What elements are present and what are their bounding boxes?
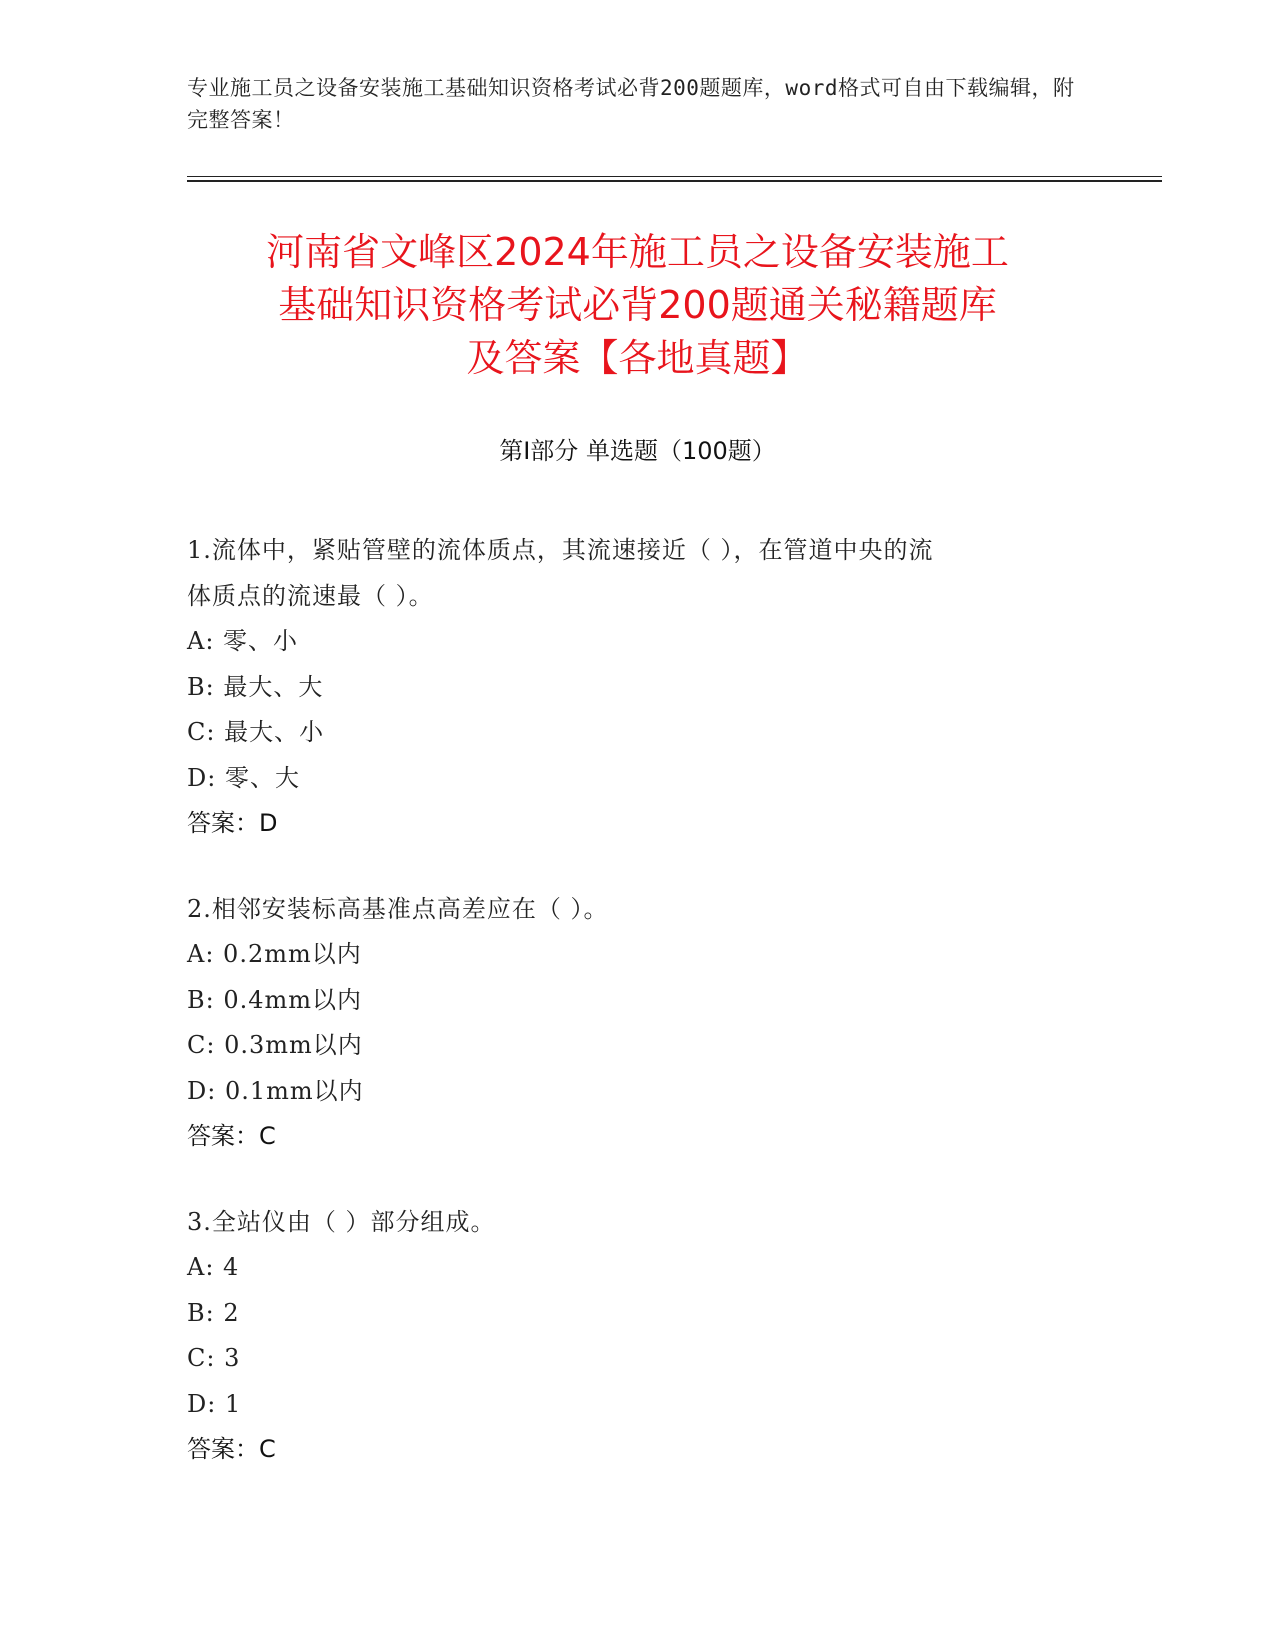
section-title: 第Ⅰ部分 单选题（100题） (499, 437, 776, 465)
option-a: A: 4 (187, 1253, 240, 1281)
option-d: D: 零、大 (187, 763, 300, 792)
answer-line: 答案：C (187, 1435, 276, 1463)
option-b: B: 0.4mm以内 (187, 985, 363, 1014)
answer-line: 答案：D (187, 809, 278, 837)
question-stem (187, 1200, 1087, 1246)
question-stem-line: 体质点的流速最（ ）。 (187, 581, 434, 610)
title-line: 及答案【各地真题】 (466, 336, 809, 380)
question-stem-line: 3.全站仪由（ ）部分组成。 (187, 1207, 496, 1236)
title-line: 河南省文峰区2024年施工员之设备安装施工 (266, 230, 1009, 274)
option-d: D: 1 (187, 1389, 242, 1418)
option-a: A: 零、小 (187, 627, 299, 655)
question-item (187, 528, 1087, 847)
question-stem (187, 528, 1087, 619)
header-divider-thick (187, 180, 1162, 182)
option-d: D: 0.1mm以内 (187, 1076, 364, 1105)
answer-line: 答案：C (187, 1122, 276, 1150)
header-divider-thin (187, 176, 1162, 177)
question-stem-line: 2.相邻安装标高基准点高差应在（ ）。 (187, 894, 609, 923)
option-b: B: 2 (187, 1298, 240, 1327)
option-c: C: 最大、小 (187, 718, 325, 746)
question-item (187, 887, 1087, 1160)
question-item (187, 1200, 1087, 1473)
question-list (187, 528, 1087, 1513)
option-a: A: 0.2mm以内 (187, 940, 362, 968)
question-stem (187, 887, 1087, 933)
option-b: B: 最大、大 (187, 672, 324, 701)
document-title (170, 226, 1105, 385)
option-c: C: 3 (187, 1344, 241, 1372)
title-line: 基础知识资格考试必背200题通关秘籍题库 (278, 283, 997, 327)
question-stem-line: 1.流体中，紧贴管壁的流体质点，其流速接近（ ），在管道中央的流 (187, 536, 934, 564)
option-c: C: 0.3mm以内 (187, 1031, 363, 1059)
header-note: 专业施工员之设备安装施工基础知识资格考试必背200题题库，word格式可自由下载编辑，附完整答案！ (187, 76, 1075, 132)
